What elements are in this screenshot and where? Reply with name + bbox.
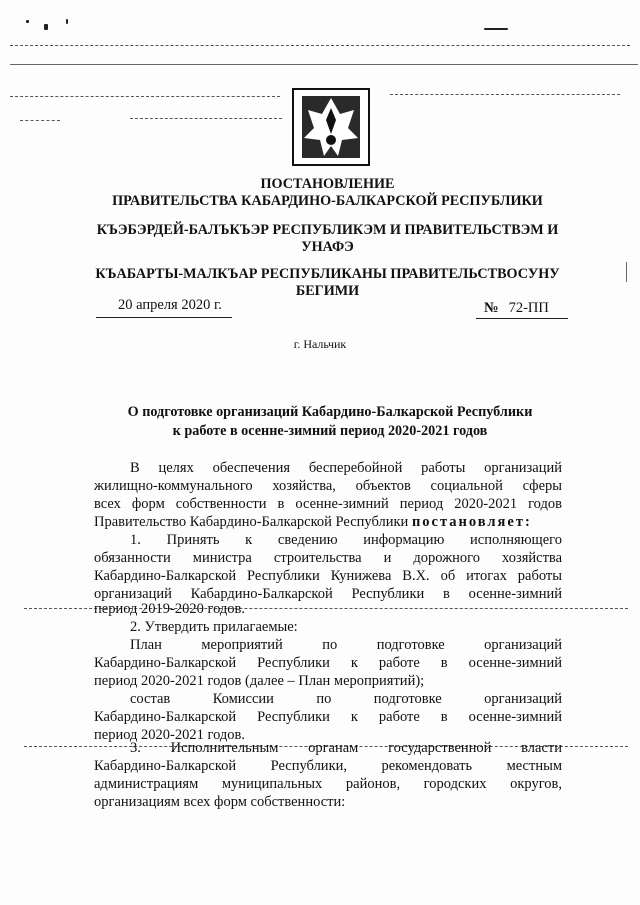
scan-dash-line	[20, 120, 60, 122]
number-value: 72-ПП	[508, 300, 549, 316]
scan-line	[626, 262, 627, 282]
scan-dash-line	[10, 45, 630, 47]
body-line: период 2020-2021 годов.	[94, 727, 246, 743]
body-line: Кабардино-Балкарской Республики, рекомендовать местным	[94, 758, 562, 774]
body-line: Кабардино-Балкарской Республики к работе в осенне-зимний	[94, 709, 562, 725]
scan-dash-line	[130, 118, 282, 120]
coat-of-arms-icon	[292, 88, 370, 166]
government-name-bal: КЪАБАРТЫ-МАЛКЪАР РЕСПУБЛИКАНЫ ПРАВИТЕЛЬСТВОСУНУ	[95, 266, 560, 282]
date-underline	[96, 317, 232, 318]
scan-speck	[484, 28, 508, 30]
body-line: организациям всех форм собственности:	[94, 794, 346, 810]
government-name-bal-cont: БЕГИМИ	[295, 283, 360, 299]
body-line: период 2019-2020 годов.	[94, 601, 246, 617]
scan-line	[10, 64, 638, 65]
resolves-word: постановляет:	[411, 514, 532, 530]
city: г. Нальчик	[293, 337, 347, 351]
body-line: всех форм собственности в осенне-зимний период 2020-2021 годов	[94, 496, 562, 512]
decree-date: 20 апреля 2020 г.	[118, 297, 222, 313]
body-line: администрациям муниципальных районов, городских округов,	[94, 776, 562, 792]
government-name-kab: КЪЭБЭРДЕЙ-БАЛЪКЪЭР РЕСПУБЛИКЭМ И ПРАВИТЕЛЬСТВЭМ И	[96, 222, 559, 238]
body-line: Кабардино-Балкарской Республики к работе в осенне-зимний	[94, 655, 562, 671]
body-line: 1. Принять к сведению информацию исполняющего	[130, 532, 562, 548]
number-sign: №	[484, 300, 499, 316]
scan-speck	[44, 24, 48, 30]
body-line: организаций Кабардино-Балкарской Республики в осенне-зимний	[94, 586, 562, 602]
title-line: к работе в осенне-зимний период 2020-2021 годов	[172, 423, 488, 439]
body-line: период 2020-2021 годов (далее – План мероприятий);	[94, 673, 425, 689]
body-text: Правительство Кабардино-Балкарской Республики	[94, 514, 409, 530]
title-line: О подготовке организаций Кабардино-Балкарской Республики	[127, 404, 533, 420]
body-line: состав Комиссии по подготовке организаций	[130, 691, 562, 707]
government-name-ru: ПРАВИТЕЛЬСТВА КАБАРДИНО-БАЛКАРСКОЙ РЕСПУБЛИКИ	[112, 193, 543, 209]
body-line: 2. Утвердить прилагаемые:	[130, 619, 298, 635]
body-line: В целях обеспечения бесперебойной работы организаций	[130, 460, 562, 476]
body-line: жилищно-коммунального хозяйства, объектов социальной сферы	[94, 478, 562, 494]
body-line: Кабардино-Балкарской Республики Кунижева В.Х. об итогах работы	[94, 568, 562, 584]
decree-heading: ПОСТАНОВЛЕНИЕ	[260, 176, 395, 192]
government-name-kab-cont: УНАФЭ	[301, 239, 354, 255]
scan-speck	[26, 20, 29, 23]
scan-dash-line	[10, 96, 280, 98]
body-line: План мероприятий по подготовке организаций	[130, 637, 562, 653]
decree-number	[484, 300, 549, 317]
body-line: 3. Исполнительным органам государственной власти	[130, 740, 562, 756]
scan-speck	[66, 19, 68, 24]
number-underline	[476, 318, 568, 319]
body-line	[94, 513, 562, 531]
body-line: обязанности министра строительства и дорожного хозяйства	[94, 550, 562, 566]
document-title	[100, 403, 560, 441]
scan-dash-line	[390, 94, 620, 96]
